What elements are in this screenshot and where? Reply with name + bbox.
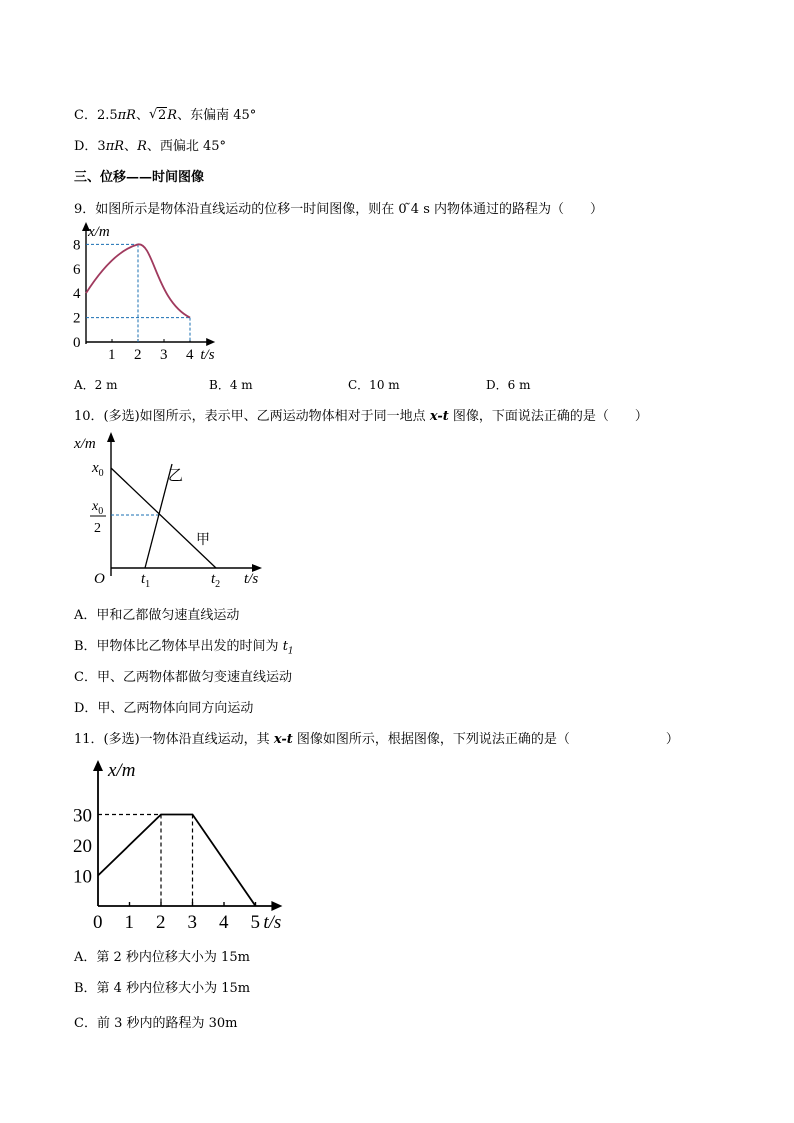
sqrt-num: 2 [157, 108, 167, 123]
label-t1: $t_1$ [141, 571, 151, 590]
q10-stem [74, 405, 648, 424]
q10-option-d: D．甲、乙两物体向同方向运动 [74, 701, 254, 716]
x-tick-label: 3 [160, 347, 168, 363]
q11-option-c: C．前 3 秒内的路程为 30m [74, 1016, 238, 1031]
q11-option-a: A．第 2 秒内位移大小为 15m [74, 950, 250, 965]
opt-d-prefix: D．3 [74, 139, 106, 154]
y-tick-label: 8 [73, 237, 81, 254]
x-tick-label: 4 [219, 912, 229, 933]
radius-r: R [137, 139, 147, 154]
sqrt-expression [149, 108, 167, 123]
q9-stem: 9．如图所示是物体沿直线运动的位移一时间图像，则在 0 ̃4 s 内物体通过的路程为（ ） [74, 202, 604, 217]
x-axis-label: t/s [244, 571, 259, 587]
q10-stem-var: x-t [429, 409, 449, 424]
q11-stem-var: x-t [273, 732, 293, 747]
q10-stem-b: 图像，下面说法正确的是（ ） [448, 409, 648, 424]
option-c-prev [74, 104, 256, 123]
opt-d-rest: 、西偏北 45° [146, 139, 227, 154]
label-half-x0-den: 2 [94, 521, 101, 536]
y-tick-label: 10 [73, 866, 92, 888]
option-d-prev [74, 135, 226, 154]
y-axis-label: x/m [88, 224, 110, 240]
y-tick-label: 0 [73, 335, 81, 351]
q9-option-c: C．10 m [348, 378, 400, 392]
q9-option-a: A．2 m [74, 378, 118, 392]
label-x0: $x_0$ [92, 460, 104, 479]
pi-symbol: π [117, 108, 127, 123]
x-tick-label: 2 [156, 912, 166, 933]
x-tick-label: 2 [134, 347, 142, 363]
x-tick-label: 3 [187, 912, 197, 933]
opt-c-prefix: C．2.5 [74, 108, 118, 123]
label-jia: 甲 [196, 533, 210, 548]
y-tick-label: 4 [73, 286, 81, 303]
y-tick-label: 6 [73, 261, 81, 278]
q11-stem [74, 728, 679, 747]
q10-graph [72, 428, 272, 598]
x-tick-label: 0 [93, 912, 103, 933]
y-axis-arrow [107, 432, 115, 442]
y-axis-label: x/m [74, 436, 96, 452]
x-axis-arrow [206, 338, 215, 346]
label-t2: $t_2$ [211, 571, 221, 590]
radius-r: R [114, 139, 125, 154]
label-half-x0-num: $x_0$ [92, 499, 104, 517]
q9-option-b: B．4 m [209, 378, 253, 392]
q10-option-b [74, 635, 294, 657]
label-yi: 乙 [168, 468, 184, 484]
sep: 、 [124, 139, 138, 154]
x-tick-label: 5 [250, 912, 260, 933]
q10-option-c: C．甲、乙两物体都做匀变速直线运动 [74, 670, 292, 685]
x-tick-label: 1 [108, 347, 116, 363]
radius-r: R [126, 108, 136, 123]
section-title: 三、位移——时间图像 [74, 170, 205, 185]
q11-option-b: B．第 4 秒内位移大小为 15m [74, 981, 251, 996]
q11-stem-a: 11．(多选)一物体沿直线运动，其 [74, 732, 274, 747]
q10-option-b-text: B．甲物体比乙物体早出发的时间为 [74, 639, 283, 654]
q10-option-a: A．甲和乙都做匀速直线运动 [74, 608, 240, 623]
y-axis-arrow [93, 760, 103, 771]
y-tick-label: 20 [73, 836, 92, 857]
q11-stem-b: 图像如图所示，根据图像，下列说法正确的是（ [292, 732, 570, 747]
q10-option-b-var: t [282, 639, 288, 654]
x-axis-arrow [271, 901, 282, 911]
y-tick-label: 2 [73, 310, 81, 327]
pi-symbol: π [105, 139, 115, 154]
radius-r: R [167, 108, 178, 123]
q10-stem-a: 10．(多选)如图所示，表示甲、乙两运动物体相对于同一地点 [74, 409, 430, 424]
x-axis-label: t/s [200, 347, 215, 363]
x-tick-label: 1 [124, 912, 134, 933]
series-line [98, 815, 256, 907]
q11-chart [70, 758, 300, 936]
origin-label: O [94, 571, 105, 587]
x-axis-label: t/s [263, 912, 282, 933]
y-tick-label: 30 [73, 805, 92, 827]
sep: 、 [135, 108, 149, 123]
q9-chart [70, 222, 240, 372]
q10-option-b-sub: 1 [287, 646, 294, 657]
y-axis-label: x/m [108, 760, 136, 781]
opt-c-rest: 、东偏南 45° [177, 108, 257, 123]
line-jia [111, 468, 216, 568]
q11-stem-c: ） [665, 732, 679, 747]
q9-option-d: D．6 m [486, 378, 531, 392]
x-tick-label: 4 [186, 347, 194, 363]
